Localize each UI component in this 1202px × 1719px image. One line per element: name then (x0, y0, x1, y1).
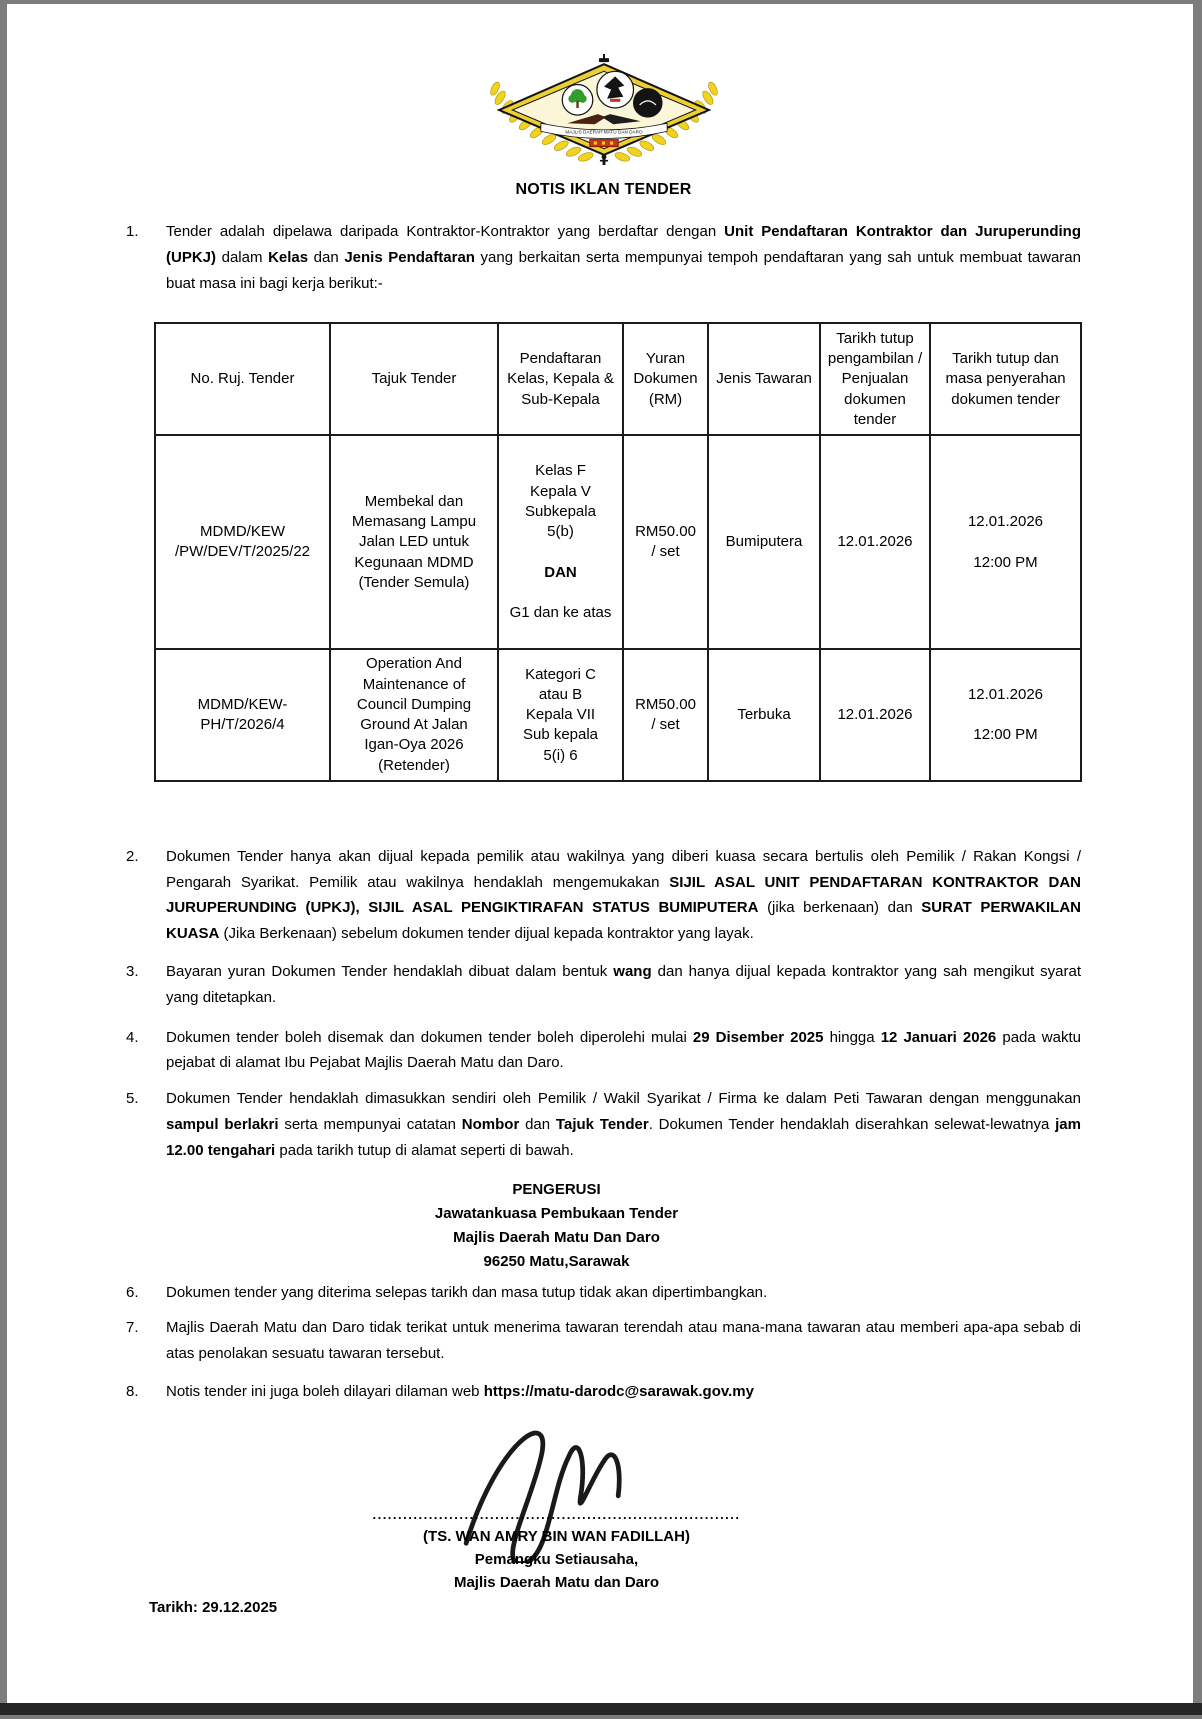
cell-ref-no: MDMD/KEW- PH/T/2026/4 (155, 649, 330, 781)
paragraph-8 (126, 1379, 1081, 1405)
col-header-tarikh-penyerahan: Tarikh tutup dan masa penyerahan dokumen tender (930, 323, 1081, 435)
paragraph-6-text: Dokumen tender yang diterima selepas tarikh dan masa tutup tidak akan dipertimbangkan. (166, 1283, 768, 1301)
paragraph-1-number: 1. (126, 223, 139, 240)
col-header-no-ruj-tender: No. Ruj. Tender (155, 323, 330, 435)
paragraph-6-number: 6. (126, 1283, 139, 1301)
cell-title: Operation And Maintenance of Council Dumping Ground At Jalan Igan-Oya 2026 (Retender) (330, 649, 498, 781)
crest-bottom-figure-icon (599, 154, 607, 165)
table-row (155, 435, 1081, 649)
cell-type: Bumiputera (708, 435, 820, 649)
address-line-chairman: PENGERUSI (512, 1180, 601, 1198)
paragraph-3 (126, 959, 1081, 1011)
col-header-yuran: Yuran Dokumen (RM) (623, 323, 708, 435)
paragraph-6 (126, 1280, 1081, 1306)
council-crest-logo (479, 54, 729, 166)
paragraph-1 (126, 219, 1081, 296)
table-row (155, 649, 1081, 781)
paragraph-3-text: Bayaran yuran Dokumen Tender hendaklah dibuat dalam bentuk wang dan hanya dijual kepada kontraktor yang sah mengikut syarat yang ditetapkan. (166, 963, 1081, 1006)
signatory-role: Pemangku Setiausaha, (474, 1551, 639, 1569)
paragraph-4-text: Dokumen tender boleh disemak dan dokumen tender boleh diperolehi mulai 29 Disember 2025 hingga 12 Januari 2026 pada waktu pejabat di alamat Ibu Pejabat Majlis Daerah Matu dan Daro. (166, 1028, 1081, 1072)
cell-submit-date: 12.01.2026 12:00 PM (930, 649, 1081, 781)
cell-submit-date: 12.01.2026 12:00 PM (930, 435, 1081, 649)
signature-block (79, 1405, 1034, 1595)
dark-emblem-icon (633, 89, 662, 118)
crest-top-ornament-icon (598, 54, 608, 62)
paragraph-4-number: 4. (126, 1028, 139, 1046)
col-header-jenis-tawaran: Jenis Tawaran (708, 323, 820, 435)
table-header-row (155, 323, 1081, 435)
tree-emblem-icon (562, 85, 593, 116)
paragraph-5-number: 5. (126, 1090, 139, 1108)
hornbill-emblem-icon (596, 71, 633, 108)
paragraph-8-number: 8. (126, 1383, 139, 1401)
paragraph-5 (126, 1086, 1081, 1163)
paragraph-5-text: Dokumen Tender hendaklah dimasukkan sendiri oleh Pemilik / Wakil Syarikat / Firma ke dalam Peti Tawaran dengan menggunakan sampul berlakri serta mempunyai catatan Nombor dan Tajuk Tender. Dokumen Tender hendaklah diserahkan selewat-lewatnya jam 12.00 tengahari pada tarikh tutup di alamat seperti di bawah. (166, 1090, 1081, 1159)
paragraph-4 (126, 1025, 1081, 1077)
cell-title: Membekal dan Memasang Lampu Jalan LED untuk Kegunaan MDMD (Tender Semula) (330, 435, 498, 649)
cell-class: Kelas F Kepala V Subkepala 5(b) DAN G1 dan ke atas (498, 435, 623, 649)
paragraph-8-text: Notis tender ini juga boleh dilayari dilaman web https://matu-darodc@sarawak.gov.my (166, 1383, 754, 1401)
page-title: NOTIS IKLAN TENDER (515, 181, 692, 198)
paragraph-2 (126, 844, 1081, 947)
logo-container (126, 54, 1081, 171)
scan-bottom-edge (0, 1703, 1202, 1715)
cell-close-sale-date: 12.01.2026 (820, 649, 930, 781)
tender-table (154, 322, 1082, 782)
cell-class: Kategori C atau B Kepala VII Sub kepala 5(i) 6 (498, 649, 623, 781)
address-block (79, 1178, 1034, 1274)
address-line-city: 96250 Matu,Sarawak (483, 1252, 630, 1270)
cell-fee: RM50.00 / set (623, 649, 708, 781)
cell-fee: RM50.00 / set (623, 435, 708, 649)
signature-dotted-line: ........................................................................ (372, 1506, 741, 1522)
col-header-tajuk-tender: Tajuk Tender (330, 323, 498, 435)
paragraph-7-text: Majlis Daerah Matu dan Daro tidak terikat untuk menerima tawaran terendah atau mana-mana tawaran atau memberi apa-apa sebab di atas penolakan sesuatu tawaran tersebut. (166, 1319, 1081, 1363)
address-line-council: Majlis Daerah Matu Dan Daro (453, 1228, 660, 1246)
document-page (7, 4, 1193, 1703)
cell-type: Terbuka (708, 649, 820, 781)
paragraph-3-number: 3. (126, 963, 139, 981)
paragraph-2-number: 2. (126, 847, 139, 865)
signatory-org: Majlis Daerah Matu dan Daro (453, 1574, 660, 1592)
paragraph-7-number: 7. (126, 1319, 139, 1337)
paragraph-1-text: Tender adalah dipelawa daripada Kontraktor-Kontraktor yang berdaftar dengan Unit Pendaftaran Kontraktor dan Juruperunding (UPKJ) dalam Kelas dan Jenis Pendaftaran yang berkaitan serta mempunyai tempoh pendaftaran yang sah untuk membuat tawaran buat masa ini bagi kerja berikut:- (166, 223, 1081, 292)
paragraph-2-text: Dokumen Tender hanya akan dijual kepada pemilik atau wakilnya yang diberi kuasa secara bertulis oleh Pemilik / Rakan Kongsi / Pengarah Syarikat. Pemilik atau wakilnya hendaklah mengemukakan SIJIL ASAL UNIT PENDAFTARAN KONTRAKTOR DAN JURUPERUNDING (UPKJ), SIJIL ASAL PENGIKTIRAFAN STATUS BUMIPUTERA (jika berkenaan) dan SURAT PERWAKILAN KUASA (Jika Berkenaan) sebelum dokumen tender dijual kepada kontraktor yang layak. (166, 847, 1081, 943)
cell-ref-no: MDMD/KEW /PW/DEV/T/2025/22 (155, 435, 330, 649)
red-plaque-icon (589, 140, 618, 147)
col-header-pendaftaran: Pendaftaran Kelas, Kepala & Sub-Kepala (498, 323, 623, 435)
paragraph-7 (126, 1315, 1081, 1367)
document-date: Tarikh: 29.12.2025 (149, 1598, 278, 1616)
col-header-tarikh-pengambilan: Tarikh tutup pengambilan / Penjualan dokumen tender (820, 323, 930, 435)
banner-text: MAJLIS DAERAH MATU DAN DARO (564, 129, 643, 135)
address-line-committee: Jawatankuasa Pembukaan Tender (434, 1204, 679, 1222)
signatory-name: (TS. WAN AMRY BIN WAN FADILLAH) (423, 1527, 690, 1545)
cell-close-sale-date: 12.01.2026 (820, 435, 930, 649)
